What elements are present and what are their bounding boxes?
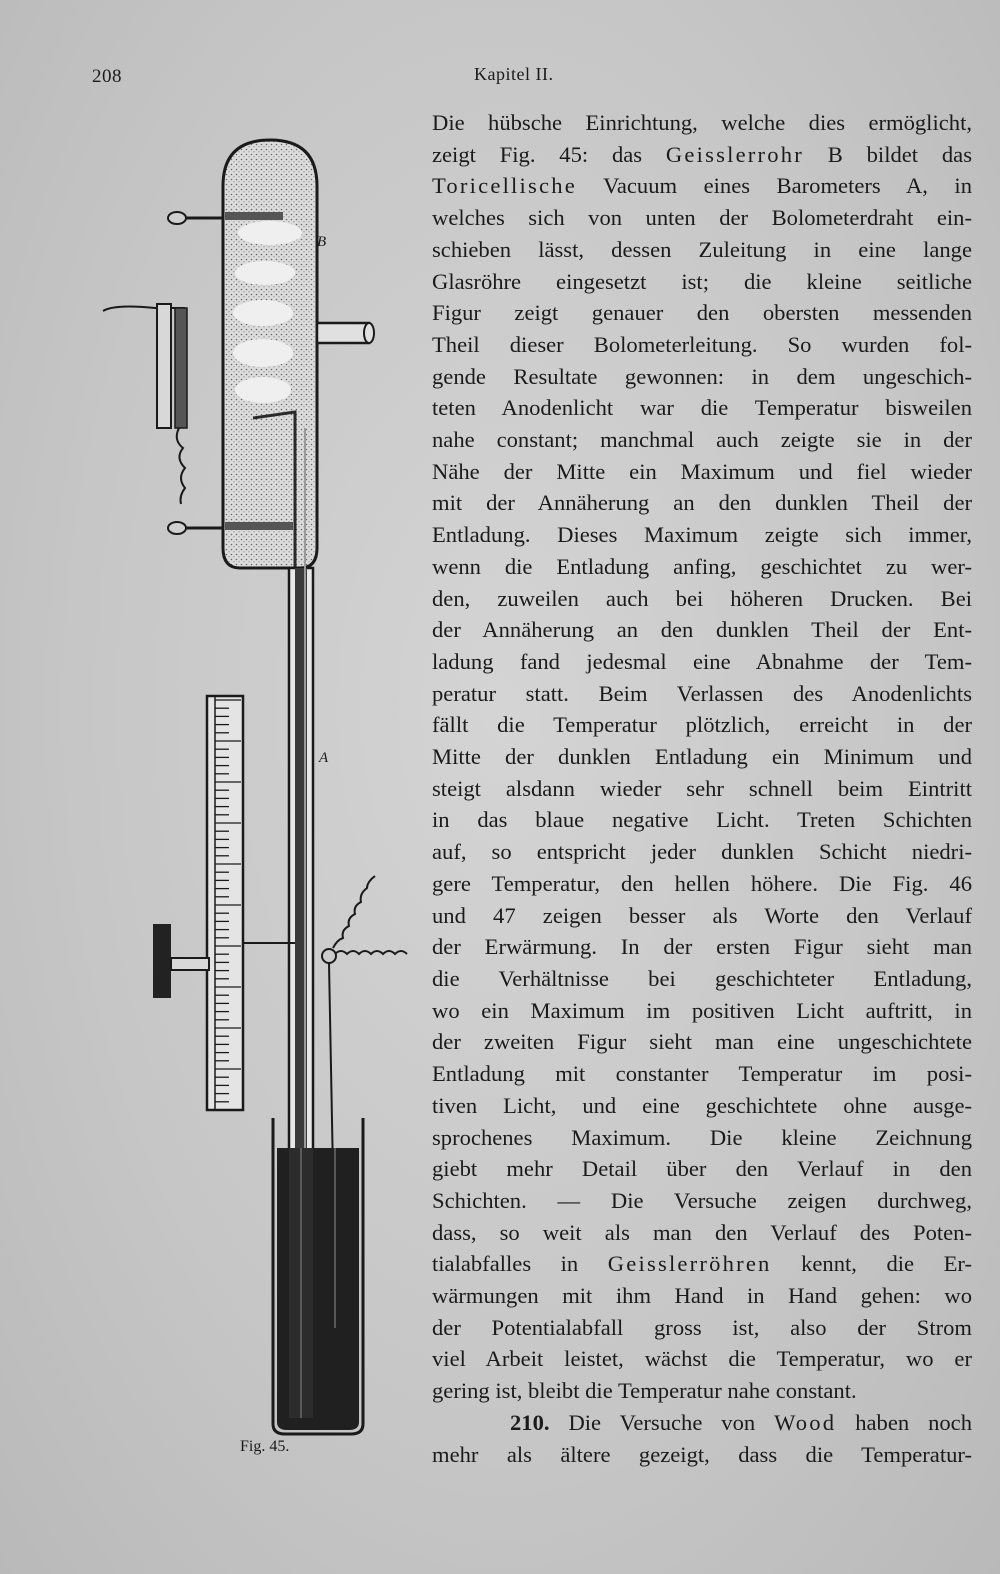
line-text: schieben lässt, dessen Zuleitung in eine lange <box>432 236 972 262</box>
text-line <box>432 1090 972 1122</box>
line-text: tiven Licht, und eine geschichtete ohne ausge- <box>432 1092 972 1118</box>
spaced-name: Geisslerrohr <box>665 141 804 167</box>
line-text: mit der Annäherung an den dunklen Theil der <box>432 490 972 516</box>
text-line <box>432 646 972 678</box>
text-line <box>432 139 972 171</box>
text-line <box>432 1058 972 1090</box>
text-line <box>432 836 972 868</box>
spaced-name: Toricellische <box>432 173 577 199</box>
text-line <box>432 392 972 424</box>
line-text: in das blaue negative Licht. Treten Schichten <box>432 807 972 833</box>
side-detail-figure <box>103 304 187 504</box>
text-line <box>432 804 972 836</box>
line-text: Glasröhre eingesetzt ist; die kleine seitliche <box>432 268 972 294</box>
text-line <box>432 868 972 900</box>
line-text: gere Temperatur, den hellen höhere. Die Fig. 46 <box>432 870 972 896</box>
text-line <box>432 487 972 519</box>
text-line <box>432 995 972 1027</box>
figure-45-apparatus <box>95 128 435 1448</box>
line-text: den, zuweilen auch bei höheren Drucken. Bei <box>432 585 972 611</box>
text-line <box>432 963 972 995</box>
text-line <box>432 1280 972 1312</box>
line-text: tialabfalles in <box>432 1251 608 1277</box>
line-text: Die Versuche von <box>549 1409 775 1435</box>
line-text: peratur statt. Beim Verlassen des Anodenlichts <box>432 680 972 706</box>
figure-caption: Fig. 45. <box>240 1438 290 1455</box>
mercury-vessel <box>273 1118 363 1434</box>
text-line <box>432 297 972 329</box>
text-line <box>432 583 972 615</box>
section-number: 210. <box>510 1409 550 1435</box>
text-line <box>432 931 972 963</box>
text-line <box>432 1217 972 1249</box>
line-text: Theil dieser Bolometerleitung. So wurden fol- <box>432 331 972 357</box>
text-line <box>432 234 972 266</box>
text-line <box>432 1439 972 1471</box>
line-text: dass, so weit als man den Verlauf des Poten- <box>432 1219 972 1245</box>
line-text: Mitte der dunklen Entladung ein Minimum und <box>432 744 972 770</box>
text-line <box>432 424 972 456</box>
text-line <box>432 266 972 298</box>
text-line <box>432 1153 972 1185</box>
text-line <box>432 361 972 393</box>
text-line <box>432 202 972 234</box>
line-text: der Annäherung an den dunklen Theil der Ent- <box>432 617 972 643</box>
label-b: B <box>317 234 327 250</box>
line-text: B bildet das <box>803 141 973 167</box>
line-text: Nähe der Mitte ein Maximum und fiel wieder <box>432 458 972 484</box>
line-text: Figur zeigt genauer den obersten messenden <box>432 300 972 326</box>
text-line <box>432 1343 972 1375</box>
line-text: wenn die Entladung anfing, geschichtet zu wer- <box>432 553 972 579</box>
line-text: fällt die Temperatur plötzlich, erreicht in der <box>432 712 972 738</box>
line-text: der Erwärmung. In der ersten Figur sieht man <box>432 934 972 960</box>
text-line <box>432 519 972 551</box>
line-text: Schichten. — Die Versuche zeigen durchweg, <box>432 1187 972 1213</box>
text-line <box>432 107 972 139</box>
line-text: welches sich von unten der Bolometerdraht ein- <box>432 205 972 231</box>
line-text: teten Anodenlicht war die Temperatur bisweilen <box>432 395 972 421</box>
line-text: kennt, die Er- <box>771 1251 972 1277</box>
line-text: haben noch <box>836 1409 972 1435</box>
line-text: zeigt Fig. 45: das <box>432 141 666 167</box>
text-line <box>432 1248 972 1280</box>
spaced-name: Wood <box>774 1409 837 1435</box>
line-text: die Verhältnisse bei geschichteter Entladung, <box>432 965 972 991</box>
line-text: steigt alsdann wieder sehr schnell beim Eintritt <box>432 775 972 801</box>
line-text: Die hübsche Einrichtung, welche dies ermöglicht, <box>432 110 972 135</box>
line-text: und 47 zeigen besser als Worte den Verlauf <box>432 902 972 928</box>
geissler-tube-b <box>168 140 374 568</box>
text-line <box>432 1122 972 1154</box>
line-text: der zweiten Figur sieht man eine ungeschichtete <box>432 1029 972 1055</box>
line-text: nahe constant; manchmal auch zeigte sie in der <box>432 427 972 453</box>
line-text: gering ist, bleibt die Temperatur nahe constant. <box>432 1378 857 1404</box>
line-text: gende Resultate gewonnen: in dem ungeschich- <box>432 363 972 389</box>
text-line <box>432 551 972 583</box>
measurement-scale <box>207 696 295 1110</box>
label-a: A <box>319 750 329 766</box>
page-number: 208 <box>92 66 122 87</box>
line-text: giebt mehr Detail über den Verlauf in den <box>432 1156 972 1182</box>
clamp <box>153 924 209 998</box>
line-text: Vacuum eines Barometers A, in <box>576 173 972 199</box>
line-text: Entladung. Dieses Maximum zeigte sich immer, <box>432 522 972 548</box>
text-line <box>432 329 972 361</box>
body-text <box>432 107 972 1470</box>
line-text: viel Arbeit leistet, wächst die Temperatur, wo er <box>432 1346 972 1372</box>
line-text: wärmungen mit ihm Hand in Hand gehen: wo <box>432 1283 972 1309</box>
text-line <box>432 1375 972 1407</box>
text-line <box>432 456 972 488</box>
text-line <box>432 170 972 202</box>
line-text: sprochenes Maximum. Die kleine Zeichnung <box>432 1124 972 1150</box>
text-line <box>432 1312 972 1344</box>
text-line <box>432 614 972 646</box>
text-line <box>432 741 972 773</box>
text-line <box>432 1026 972 1058</box>
running-head: Kapitel II. <box>474 64 554 84</box>
text-line <box>432 678 972 710</box>
text-line <box>432 1407 972 1439</box>
text-line <box>432 773 972 805</box>
line-text: ladung fand jedesmal eine Abnahme der Tem- <box>432 648 972 674</box>
text-line <box>432 709 972 741</box>
line-text: der Potentialabfall gross ist, also der Strom <box>432 1314 972 1340</box>
text-line <box>432 1185 972 1217</box>
text-line <box>432 900 972 932</box>
line-text: auf, so entspricht jeder dunklen Schicht niedri- <box>432 839 972 865</box>
line-text: wo ein Maximum im positiven Licht auftritt, in <box>432 997 972 1023</box>
line-text: mehr als ältere gezeigt, dass die Temperatur- <box>432 1441 972 1467</box>
line-text: Entladung mit constanter Temperatur im posi- <box>432 1061 972 1087</box>
spaced-name: Geisslerröhren <box>607 1251 772 1277</box>
